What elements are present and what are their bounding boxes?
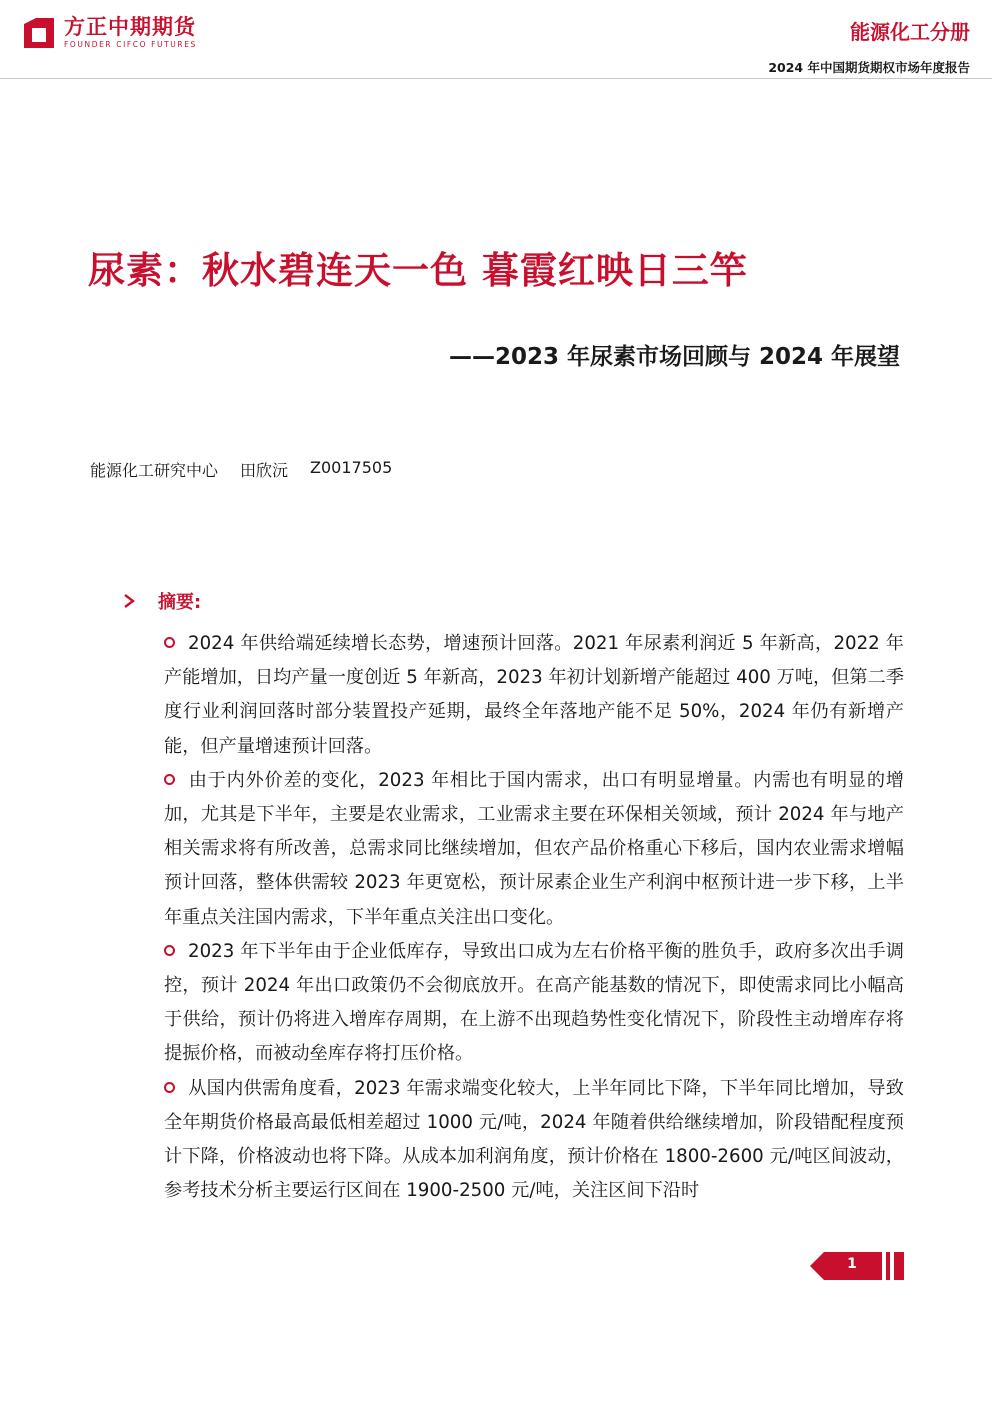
summary-paragraph <box>164 764 904 935</box>
author-id: Z0017505 <box>310 458 393 477</box>
summary-paragraph <box>164 935 904 1072</box>
section-name: 能源化工分册 <box>850 20 970 44</box>
circle-bullet-icon <box>164 637 175 648</box>
logo-chinese-name: 方正中期期货 <box>64 15 196 39</box>
circle-bullet-icon <box>164 774 175 785</box>
summary-paragraph-text: 2024 年供给端延续增长态势，增速预计回落。2021 年尿素利润近 5 年新高，2022 年产能增加，日均产量一度创近 5 年新高，2023 年初计划新增产能超过 400 万吨，但第二季度行业利润回落时部分装置投产延期，最终全年落地产能不足 50%，2024 年仍有新增产能，但产量增速预计回落。 <box>164 633 904 757</box>
summary-paragraph-text: 由于内外价差的变化，2023 年相比于国内需求，出口有明显增量。内需也有明显的增加，尤其是下半年，主要是农业需求，工业需求主要在环保相关领域，预计 2024 年与地产相关需求将有所改善，总需求同比继续增加，但农产品价格重心下移后，国内农业需求增幅预计回落，整体供需较 2023 年更宽松，预计尿素企业生产利润中枢预计进一步下移，上半年重点关注国内需求，下半年重点关注出口变化。 <box>164 769 904 928</box>
author-department: 能源化工研究中心 <box>90 461 219 480</box>
page-title: 尿素：秋水碧连天一色 暮霞红映日三竿 <box>88 249 748 292</box>
summary-paragraph <box>164 1072 904 1209</box>
founder-logo-icon <box>22 16 56 50</box>
summary-label: 摘要: <box>158 592 202 613</box>
summary-paragraph <box>164 627 904 764</box>
arrow-right-icon <box>122 594 136 608</box>
summary-heading <box>122 588 201 614</box>
summary-body <box>164 627 904 1208</box>
logo-english-name: FOUNDER CIFCO FUTURES <box>64 40 197 49</box>
summary-paragraph-text: 2023 年下半年由于企业低库存，导致出口成为左右价格平衡的胜负手，政府多次出手调控，预计 2024 年出口政策仍不会彻底放开。在高产能基数的情况下，即使需求同比小幅高于供给，预计仍将进入增库存周期，在上游不出现趋势性变化情况下，阶段性主动增库存将提振价格，而被动垒库存将打压价格。 <box>164 940 904 1065</box>
page-subtitle: ——2023 年尿素市场回顾与 2024 年展望 <box>448 344 900 370</box>
author-name: 田欣沅 <box>240 461 289 480</box>
author-line <box>90 458 392 481</box>
page-number: 1 <box>847 1256 857 1272</box>
circle-bullet-icon <box>164 1082 175 1093</box>
report-name: 2024 年中国期货期权市场年度报告 <box>768 60 970 75</box>
summary-paragraph-text: 从国内供需角度看，2023 年需求端变化较大，上半年同比下降，下半年同比增加，导致全年期货价格最高最低相差超过 1000 元/吨，2024 年随着供给继续增加，阶段错配程度预计下降，价格波动也将下降。从成本加利润角度，预计价格在 1800-2600 元/吨区间波动，参考技术分析主要运行区间在 1900-2500 元/吨，关注区间下沿时 <box>164 1077 904 1202</box>
circle-bullet-icon <box>164 945 175 956</box>
company-logo <box>22 16 197 50</box>
header-divider <box>0 78 992 79</box>
